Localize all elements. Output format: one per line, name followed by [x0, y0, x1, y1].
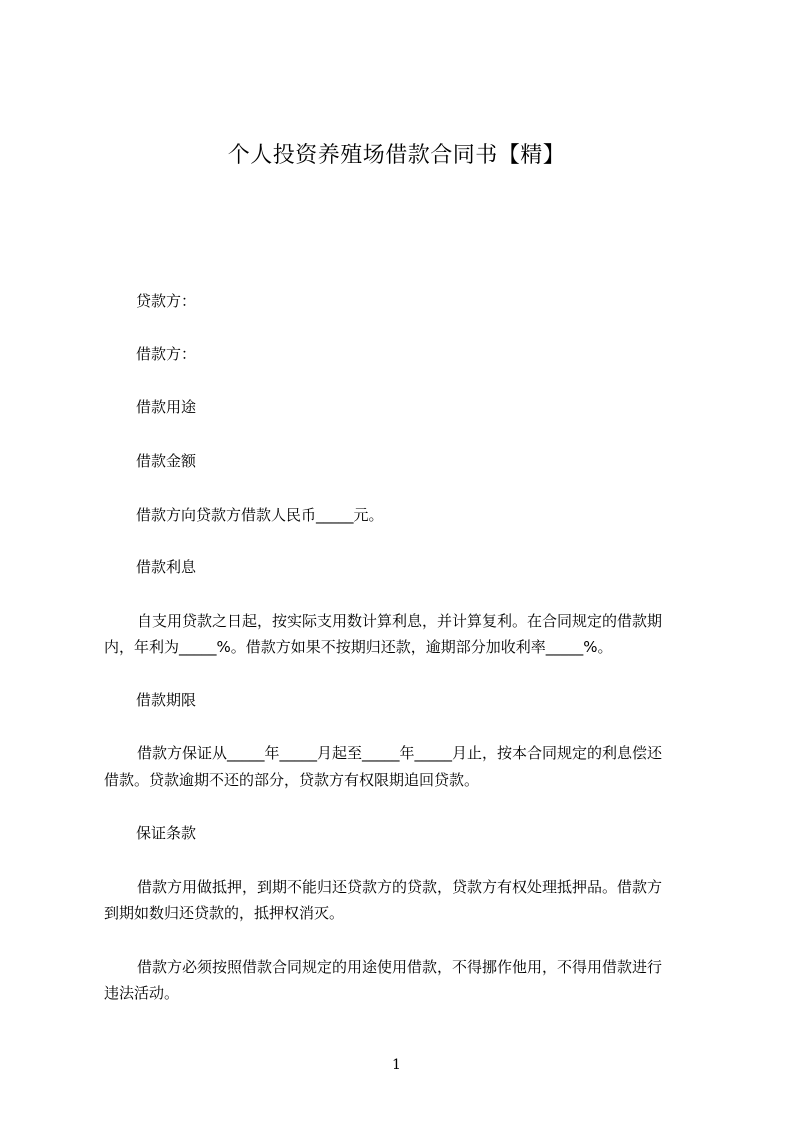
page-number: 1 [392, 1057, 401, 1073]
term-paragraph-line-1: 借款方保证从_____年_____月起至_____年_____月止，按本合同规定的利息偿还 [137, 744, 663, 762]
lender-label: 贷款方： [136, 292, 197, 310]
guarantee-heading: 保证条款 [136, 824, 197, 842]
interest-heading: 借款利息 [136, 558, 197, 576]
purpose-heading: 借款用途 [136, 398, 197, 416]
guarantee-paragraph-2-line-1: 借款方必须按照借款合同规定的用途使用借款，不得挪作他用，不得用借款进行 [137, 958, 663, 976]
amount-text: 借款方向贷款方借款人民币_____元。 [136, 506, 384, 524]
guarantee-paragraph-1-line-1: 借款方用做抵押，到期不能归还贷款方的贷款，贷款方有权处理抵押品。借款方 [137, 878, 663, 896]
amount-heading: 借款金额 [136, 452, 197, 470]
interest-paragraph-line-1: 自支用贷款之日起，按实际支用数计算利息，并计算复利。在合同规定的借款期 [137, 612, 663, 630]
term-paragraph-line-2: 借款。贷款逾期不还的部分，贷款方有权限期追回贷款。 [104, 771, 480, 789]
term-heading: 借款期限 [136, 691, 197, 709]
guarantee-paragraph-2-line-2: 违法活动。 [104, 984, 180, 1002]
borrower-label: 借款方： [136, 345, 197, 363]
guarantee-paragraph-1-line-2: 到期如数归还贷款的，抵押权消灭。 [104, 904, 345, 922]
document-title: 个人投资养殖场借款合同书【精】 [227, 143, 566, 168]
interest-paragraph-line-2: 内，年利为_____%。借款方如果不按期归还款，逾期部分加收利率_____%。 [104, 638, 613, 656]
